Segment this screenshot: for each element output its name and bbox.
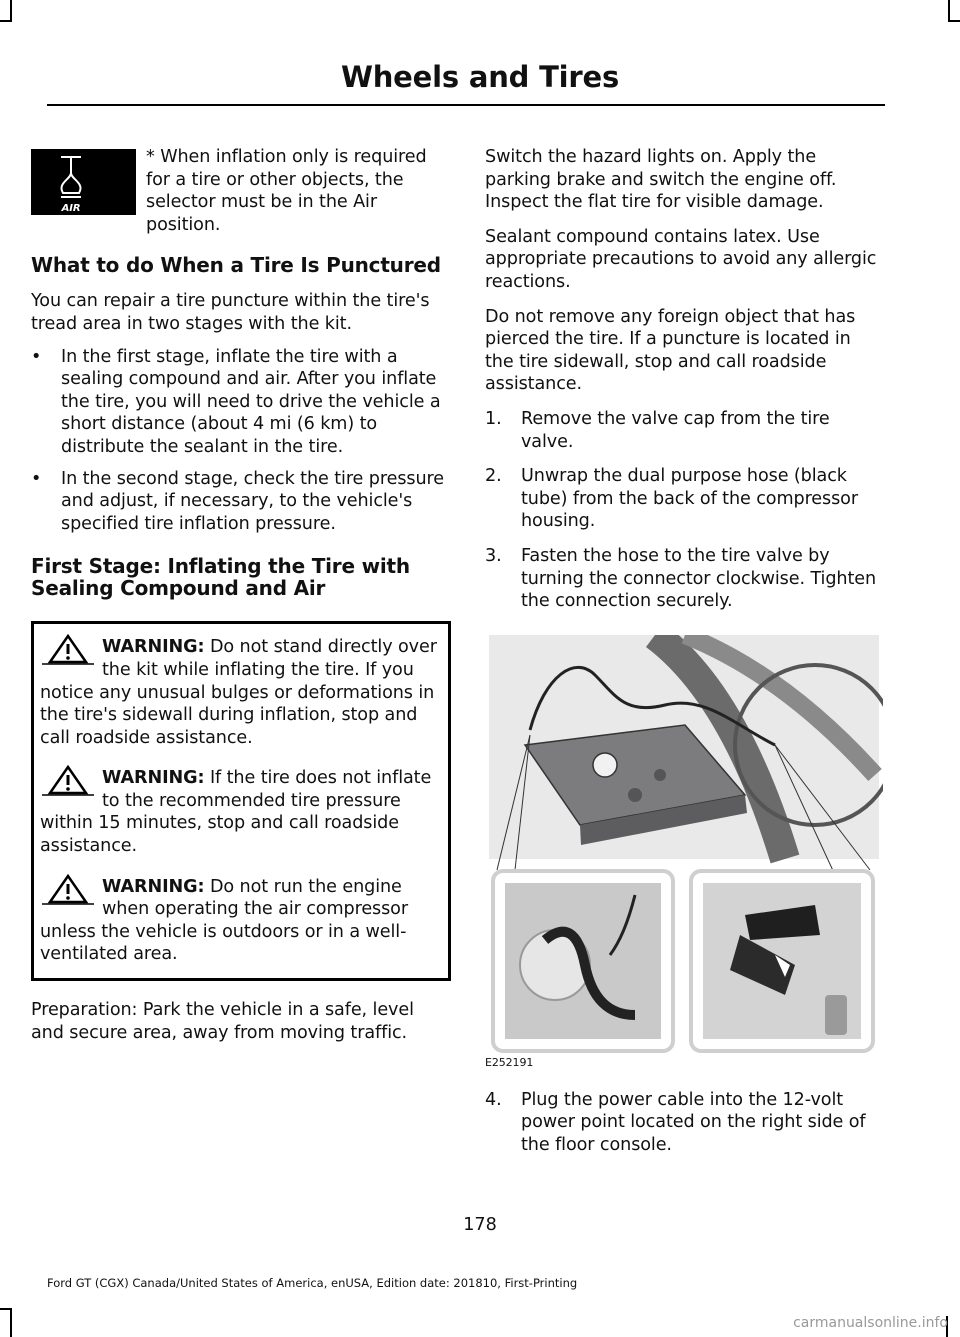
warning-text: Do not run the engine when operating the air compressor unless the vehicle is outdoors or in a well-ventilated area.: [40, 876, 408, 965]
bullet-icon: •: [31, 468, 42, 489]
preparation-paragraph: Preparation: Park the vehicle in a safe, level and secure area, away from moving traffic.: [31, 1000, 414, 1043]
crop-mark-top-right-h: [948, 20, 960, 22]
crop-mark-top-left-h: [0, 20, 12, 22]
foreign-object-paragraph: Do not remove any foreign object that has pierced the tire. If a puncture is located in the tire sidewall, stop and call roadside assistance.: [485, 306, 856, 395]
crop-mark-bottom-left: [10, 1308, 12, 1337]
warning-triangle-icon: [40, 874, 96, 906]
warning-label: WARNING:: [102, 637, 205, 658]
page-number: 178: [463, 1215, 497, 1235]
latex-paragraph: Sealant compound contains latex. Use appropriate precautions to avoid any allergic reactions.: [485, 226, 877, 292]
list-item: 4. Plug the power cable into the 12-volt power point located on the right side of the floor console.: [485, 1089, 866, 1155]
watermark: carmanualsonline.info: [793, 1315, 948, 1331]
crop-mark-top-right: [948, 0, 950, 22]
heading-punctured: What to do When a Tire Is Punctured: [31, 253, 441, 278]
list-item: 3. Fasten the hose to the tire valve by turning the connector clockwise. Tighten the connection securely.: [485, 545, 877, 612]
warnings-box: [31, 621, 451, 981]
warning-label: WARNING:: [102, 876, 205, 897]
list-item: 2. Unwrap the dual purpose hose (black tube) from the back of the compressor housing.: [485, 466, 858, 532]
steps-list-continued: [485, 1089, 883, 1157]
left-column: [31, 146, 448, 1044]
air-note: * When inflation only is required for a tire or other objects, the selector must be in the Air position.: [146, 147, 427, 235]
repair-paragraph: You can repair a tire puncture within the tire's tread area in two stages with the kit.: [31, 291, 430, 334]
hazard-paragraph: Switch the hazard lights on. Apply the parking brake and switch the engine off. Inspect the flat tire for visible damage.: [485, 147, 837, 213]
crop-mark-bottom-left-h: [0, 1308, 12, 1310]
warning-3: [40, 876, 442, 966]
list-item: • In the first stage, inflate the tire with a sealing compound and air. After you inflate the tire, you will need to drive the vehicle a short distance (about 4 mi (6 km) to distribute the sealant in the tire.: [31, 346, 441, 457]
list-item: • In the second stage, check the tire pressure and adjust, if necessary, to the vehicle's specified tire inflation pressure.: [31, 468, 444, 534]
stage-list: [31, 346, 448, 536]
warning-1: [40, 636, 442, 749]
warning-label: WARNING:: [102, 768, 205, 789]
page-title: Wheels and Tires: [340, 60, 620, 94]
air-icon-label: AIR: [61, 203, 81, 214]
edition-footer: Ford GT (CGX) Canada/United States of America, enUSA, Edition date: 201810, First-Printing: [47, 1276, 578, 1290]
warning-triangle-icon: [40, 765, 96, 797]
warning-2: [40, 767, 442, 857]
figure-code: E252191: [485, 1056, 534, 1070]
title-divider: [47, 104, 885, 106]
warning-triangle-icon: [40, 634, 96, 666]
warning-text: If the tire does not inflate to the recommended tire pressure within 15 minutes, stop and call roadside assistance.: [40, 768, 432, 857]
bullet-icon: •: [31, 346, 42, 367]
heading-first-stage: First Stage: Inflating the Tire with Sealing Compound and Air: [31, 554, 410, 601]
warning-text: Do not stand directly over the kit while inflating the tire. If you notice any unusual bulges or deformations in the tire's sidewall during inflation, stop and call roadside assistance.: [40, 637, 437, 748]
crop-mark-top-left: [10, 0, 12, 22]
right-column: [485, 146, 883, 1156]
list-item: 1. Remove the valve cap from the tire valve.: [485, 408, 830, 452]
compressor-illustration: [485, 635, 883, 1075]
steps-list: [485, 408, 883, 613]
air-selector-icon: [31, 149, 136, 215]
